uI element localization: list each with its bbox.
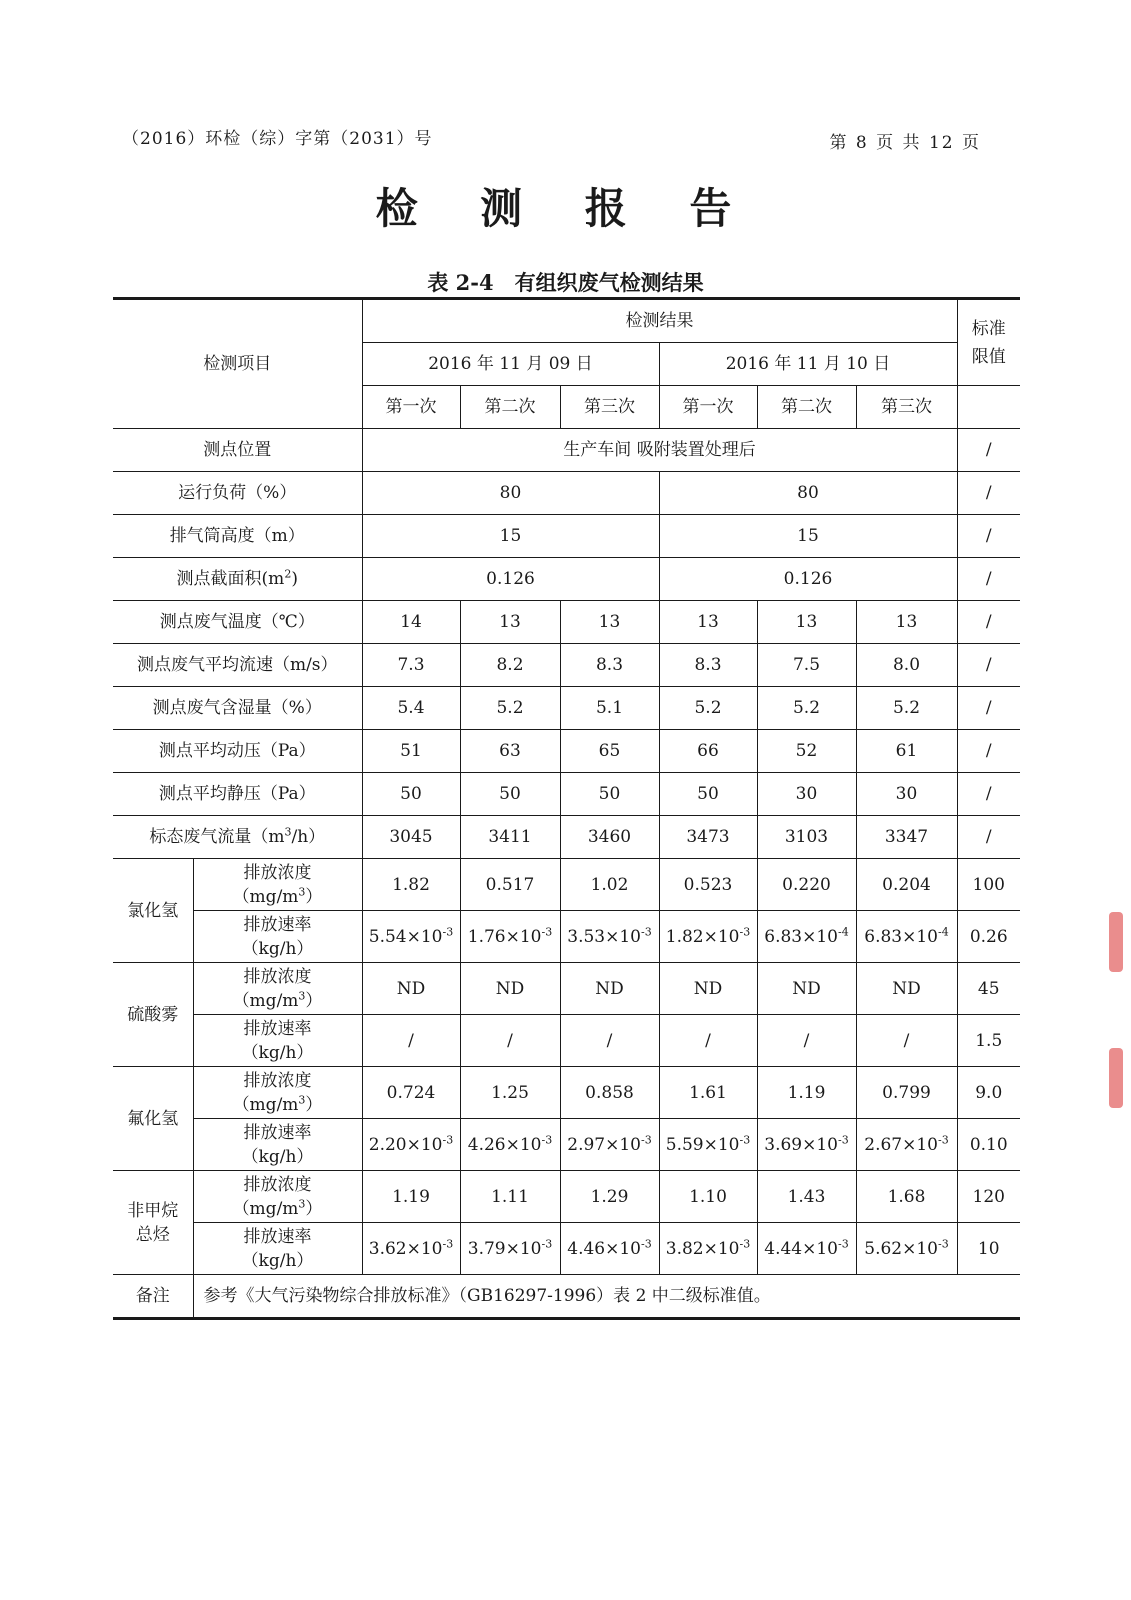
header-run: 第二次 bbox=[757, 386, 856, 429]
concentration-value: 1.19 bbox=[362, 1171, 460, 1223]
standard-value: / bbox=[957, 472, 1020, 515]
concentration-value: 1.43 bbox=[757, 1171, 856, 1223]
rate-exponent: -3 bbox=[641, 924, 652, 938]
document-title: 检 测 报 告 bbox=[375, 184, 756, 233]
cell-value: 8.0 bbox=[856, 644, 957, 687]
pollutant-name bbox=[113, 859, 193, 963]
rate-exponent: -3 bbox=[938, 1132, 949, 1146]
rate-exponent: -3 bbox=[442, 1236, 454, 1250]
seal-stamp-fragment bbox=[1109, 1048, 1123, 1108]
rate-mantissa: 5.59×10 bbox=[665, 1134, 740, 1155]
concentration-value: 0.523 bbox=[659, 859, 757, 911]
cell-value: 5.1 bbox=[560, 687, 659, 730]
concentration-label bbox=[193, 1067, 362, 1119]
rate-value bbox=[560, 1015, 659, 1067]
location-value: 生产车间 吸附装置处理后 bbox=[362, 429, 957, 472]
cell-value: 13 bbox=[856, 601, 957, 644]
cell-value: 3103 bbox=[757, 816, 856, 859]
rate-exponent: -4 bbox=[838, 924, 849, 938]
row-label: 测点废气温度（℃） bbox=[113, 601, 362, 644]
concentration-value: 1.11 bbox=[460, 1171, 560, 1223]
rate-label bbox=[193, 1223, 362, 1275]
rate-mantissa: 4.26×10 bbox=[467, 1134, 542, 1155]
rate-value bbox=[560, 1223, 659, 1275]
table-row bbox=[113, 601, 1020, 644]
rate-value bbox=[856, 1119, 957, 1171]
rate-label-line1: 排放速率 bbox=[243, 1018, 312, 1039]
conc-label-unit-end: ） bbox=[305, 1094, 323, 1115]
conc-label-unit-end: ） bbox=[305, 886, 323, 907]
concentration-value: ND bbox=[460, 963, 560, 1015]
cell-value: 30 bbox=[757, 773, 856, 816]
cell-value: 15 bbox=[659, 515, 957, 558]
standard-value: 0.10 bbox=[957, 1119, 1020, 1171]
cell-value: 80 bbox=[659, 472, 957, 515]
conc-label-line1: 排放浓度 bbox=[243, 966, 312, 987]
cell-value: 5.2 bbox=[856, 687, 957, 730]
rate-exponent: -3 bbox=[739, 1236, 751, 1250]
row-label: 测点位置 bbox=[113, 429, 362, 472]
cell-value: 61 bbox=[856, 730, 957, 773]
standard-value: / bbox=[957, 601, 1020, 644]
standard-value: / bbox=[957, 730, 1020, 773]
rate-label bbox=[193, 911, 362, 963]
cell-value: 50 bbox=[362, 773, 460, 816]
standard-value: / bbox=[957, 816, 1020, 859]
cell-value: 8.3 bbox=[560, 644, 659, 687]
rate-value bbox=[757, 1015, 856, 1067]
cell-value: 3411 bbox=[460, 816, 560, 859]
rate-value bbox=[362, 1223, 460, 1275]
note-text: 参考《大气污染物综合排放标准》（GB16297-1996）表 2 中二级标准值。 bbox=[193, 1275, 1020, 1319]
pollutant-rate-row bbox=[113, 1015, 1020, 1067]
seal-stamp-fragment bbox=[1109, 912, 1123, 972]
rate-label-unit: （kg/h） bbox=[241, 1042, 314, 1063]
table-row bbox=[113, 558, 1020, 601]
rate-mantissa: 5.62×10 bbox=[864, 1238, 938, 1259]
conc-label-unit-end: ） bbox=[305, 990, 323, 1011]
cell-value: 8.2 bbox=[460, 644, 560, 687]
header-run: 第一次 bbox=[362, 386, 460, 429]
cell-value: 8.3 bbox=[659, 644, 757, 687]
rate-value bbox=[362, 1015, 460, 1067]
rate-value bbox=[659, 1015, 757, 1067]
rate-label bbox=[193, 1119, 362, 1171]
standard-value: / bbox=[957, 429, 1020, 472]
rate-exponent: -3 bbox=[442, 924, 454, 938]
rate-mantissa: / bbox=[606, 1030, 613, 1051]
header-results: 检测结果 bbox=[362, 299, 957, 343]
pollutant-name-line1: 氯化氢 bbox=[127, 900, 179, 921]
rate-mantissa: / bbox=[803, 1030, 810, 1051]
concentration-value: 1.29 bbox=[560, 1171, 659, 1223]
concentration-value: ND bbox=[362, 963, 460, 1015]
cell-value: 50 bbox=[659, 773, 757, 816]
header-standard bbox=[957, 299, 1020, 386]
rate-mantissa: 3.79×10 bbox=[467, 1238, 542, 1259]
standard-value: 1.5 bbox=[957, 1015, 1020, 1067]
cell-value: 63 bbox=[460, 730, 560, 773]
rate-value bbox=[757, 1119, 856, 1171]
cell-value: 0.126 bbox=[362, 558, 659, 601]
rate-mantissa: 3.62×10 bbox=[368, 1238, 443, 1259]
concentration-value: 1.10 bbox=[659, 1171, 757, 1223]
cell-value: 5.4 bbox=[362, 687, 460, 730]
label-text: 测点截面积(m bbox=[176, 569, 285, 589]
cell-value: 80 bbox=[362, 472, 659, 515]
row-label: 测点平均动压（Pa） bbox=[113, 730, 362, 773]
cell-value: 13 bbox=[460, 601, 560, 644]
concentration-label bbox=[193, 1171, 362, 1223]
cell-value: 5.2 bbox=[460, 687, 560, 730]
rate-mantissa: 4.46×10 bbox=[567, 1238, 641, 1259]
rate-exponent: -3 bbox=[641, 1236, 652, 1250]
header-date-1: 2016 年 11 月 09 日 bbox=[362, 343, 659, 386]
rate-value bbox=[560, 1119, 659, 1171]
rate-mantissa: 4.44×10 bbox=[764, 1238, 838, 1259]
rate-exponent: -4 bbox=[938, 924, 949, 938]
rate-value bbox=[659, 1223, 757, 1275]
concentration-label bbox=[193, 963, 362, 1015]
rate-mantissa: 2.67×10 bbox=[864, 1134, 938, 1155]
cell-value: 3460 bbox=[560, 816, 659, 859]
cell-value: 51 bbox=[362, 730, 460, 773]
conc-label-exponent: 3 bbox=[298, 988, 306, 1002]
rate-exponent: -3 bbox=[641, 1132, 652, 1146]
standard-value: / bbox=[957, 773, 1020, 816]
cell-value: 65 bbox=[560, 730, 659, 773]
concentration-value: 0.799 bbox=[856, 1067, 957, 1119]
rate-label-unit: （kg/h） bbox=[241, 938, 314, 959]
concentration-value: 1.19 bbox=[757, 1067, 856, 1119]
pollutant-concentration-row bbox=[113, 963, 1020, 1015]
table-row bbox=[113, 816, 1020, 859]
concentration-value: 1.68 bbox=[856, 1171, 957, 1223]
standard-value: / bbox=[957, 558, 1020, 601]
rate-value bbox=[362, 911, 460, 963]
cell-value: 30 bbox=[856, 773, 957, 816]
concentration-value: 1.02 bbox=[560, 859, 659, 911]
page-indicator: 第 8 页 共 12 页 bbox=[829, 133, 981, 153]
header-standard-label: 标准限值 bbox=[971, 318, 1006, 367]
table-row bbox=[113, 472, 1020, 515]
rate-value bbox=[757, 1223, 856, 1275]
table-row bbox=[113, 515, 1020, 558]
header-item: 检测项目 bbox=[113, 299, 362, 429]
rate-value bbox=[856, 1015, 957, 1067]
cell-value: 7.5 bbox=[757, 644, 856, 687]
rate-mantissa: 1.82×10 bbox=[665, 926, 740, 947]
row-label: 测点废气含湿量（%） bbox=[113, 687, 362, 730]
conc-label-exponent: 3 bbox=[298, 1092, 306, 1106]
rate-value bbox=[856, 1223, 957, 1275]
concentration-value: 0.220 bbox=[757, 859, 856, 911]
cell-value: 13 bbox=[560, 601, 659, 644]
conc-label-line1: 排放浓度 bbox=[243, 1070, 312, 1091]
concentration-value: 0.517 bbox=[460, 859, 560, 911]
rate-mantissa: 3.69×10 bbox=[764, 1134, 838, 1155]
concentration-value: 0.724 bbox=[362, 1067, 460, 1119]
concentration-value: 1.25 bbox=[460, 1067, 560, 1119]
cell-value: 5.2 bbox=[659, 687, 757, 730]
conc-label-line1: 排放浓度 bbox=[243, 862, 312, 883]
rate-mantissa: / bbox=[507, 1030, 513, 1051]
label-exponent: 3 bbox=[284, 825, 292, 839]
row-label bbox=[113, 816, 362, 859]
pollutant-rate-row bbox=[113, 911, 1020, 963]
rate-label-line1: 排放速率 bbox=[243, 1122, 312, 1143]
row-label: 排气筒高度（m） bbox=[113, 515, 362, 558]
rate-label-unit: （kg/h） bbox=[241, 1250, 314, 1271]
rate-exponent: -3 bbox=[541, 1236, 553, 1250]
pollutant-rate-row bbox=[113, 1119, 1020, 1171]
cell-value: 3473 bbox=[659, 816, 757, 859]
cell-value: 13 bbox=[757, 601, 856, 644]
rate-mantissa: 5.54×10 bbox=[368, 926, 443, 947]
standard-value: 120 bbox=[957, 1171, 1020, 1223]
label-text: ) bbox=[291, 569, 298, 589]
concentration-value: ND bbox=[757, 963, 856, 1015]
table-row bbox=[113, 429, 1020, 472]
cell-value: 3045 bbox=[362, 816, 460, 859]
conc-label-exponent: 3 bbox=[298, 884, 306, 898]
concentration-value: ND bbox=[856, 963, 957, 1015]
rate-exponent: -3 bbox=[739, 1132, 751, 1146]
rate-value bbox=[362, 1119, 460, 1171]
header-row-1 bbox=[113, 299, 1020, 343]
rate-label-line1: 排放速率 bbox=[243, 1226, 312, 1247]
rate-exponent: -3 bbox=[838, 1236, 849, 1250]
rate-exponent: -3 bbox=[739, 924, 751, 938]
conc-label-unit-end: ） bbox=[305, 1198, 323, 1219]
standard-value: 9.0 bbox=[957, 1067, 1020, 1119]
concentration-value: ND bbox=[560, 963, 659, 1015]
rate-value bbox=[659, 911, 757, 963]
conc-label-line1: 排放浓度 bbox=[243, 1174, 312, 1195]
rate-value bbox=[757, 911, 856, 963]
rate-value bbox=[460, 1223, 560, 1275]
pollutant-concentration-row bbox=[113, 859, 1020, 911]
cell-value: 0.126 bbox=[659, 558, 957, 601]
rate-exponent: -3 bbox=[442, 1132, 454, 1146]
standard-value: 45 bbox=[957, 963, 1020, 1015]
standard-value: 10 bbox=[957, 1223, 1020, 1275]
header-standard-blank bbox=[957, 386, 1020, 429]
header-run: 第三次 bbox=[856, 386, 957, 429]
note-label: 备注 bbox=[113, 1275, 193, 1319]
rate-mantissa: 6.83×10 bbox=[764, 926, 838, 947]
pollutant-rate-row bbox=[113, 1223, 1020, 1275]
conc-label-unit: （mg/m bbox=[232, 1198, 299, 1219]
rate-mantissa: / bbox=[408, 1030, 414, 1051]
concentration-value: ND bbox=[659, 963, 757, 1015]
rate-value bbox=[460, 911, 560, 963]
table-row bbox=[113, 773, 1020, 816]
rate-mantissa: 2.20×10 bbox=[368, 1134, 443, 1155]
rate-mantissa: / bbox=[705, 1030, 711, 1051]
conc-label-unit: （mg/m bbox=[232, 886, 299, 907]
pollutant-concentration-row bbox=[113, 1067, 1020, 1119]
rate-label-unit: （kg/h） bbox=[241, 1146, 314, 1167]
pollutant-name bbox=[113, 963, 193, 1067]
emission-results-table bbox=[113, 297, 1020, 1320]
rate-value bbox=[460, 1015, 560, 1067]
standard-value: / bbox=[957, 515, 1020, 558]
pollutant-concentration-row bbox=[113, 1171, 1020, 1223]
rate-label bbox=[193, 1015, 362, 1067]
cell-value: 50 bbox=[460, 773, 560, 816]
pollutant-name-line1: 氟化氢 bbox=[127, 1108, 179, 1129]
cell-value: 7.3 bbox=[362, 644, 460, 687]
row-label: 测点平均静压（Pa） bbox=[113, 773, 362, 816]
concentration-value: 1.82 bbox=[362, 859, 460, 911]
rate-value bbox=[460, 1119, 560, 1171]
header-run: 第一次 bbox=[659, 386, 757, 429]
standard-value: / bbox=[957, 644, 1020, 687]
standard-value: 100 bbox=[957, 859, 1020, 911]
table-row bbox=[113, 644, 1020, 687]
row-label bbox=[113, 558, 362, 601]
cell-value: 50 bbox=[560, 773, 659, 816]
header-date-2: 2016 年 11 月 10 日 bbox=[659, 343, 957, 386]
rate-exponent: -3 bbox=[541, 1132, 553, 1146]
rate-exponent: -3 bbox=[838, 1132, 849, 1146]
header-run: 第三次 bbox=[560, 386, 659, 429]
conc-label-exponent: 3 bbox=[298, 1196, 306, 1210]
cell-value: 15 bbox=[362, 515, 659, 558]
cell-value: 66 bbox=[659, 730, 757, 773]
row-label: 运行负荷（%） bbox=[113, 472, 362, 515]
rate-value bbox=[659, 1119, 757, 1171]
rate-mantissa: 1.76×10 bbox=[467, 926, 542, 947]
conc-label-unit: （mg/m bbox=[232, 990, 299, 1011]
rate-mantissa: 3.53×10 bbox=[567, 926, 641, 947]
rate-mantissa: 3.82×10 bbox=[665, 1238, 740, 1259]
pollutant-name bbox=[113, 1171, 193, 1275]
cell-value: 3347 bbox=[856, 816, 957, 859]
cell-value: 13 bbox=[659, 601, 757, 644]
pollutant-name-line1: 非甲烷 bbox=[127, 1200, 179, 1221]
table-caption: 表 2-4 有组织废气检测结果 bbox=[427, 270, 704, 295]
pollutant-name bbox=[113, 1067, 193, 1171]
table-row bbox=[113, 687, 1020, 730]
rate-value bbox=[856, 911, 957, 963]
label-text: /h） bbox=[291, 827, 326, 847]
cell-value: 52 bbox=[757, 730, 856, 773]
pollutant-name-line2: 总烃 bbox=[135, 1224, 170, 1245]
rate-mantissa: 2.97×10 bbox=[567, 1134, 641, 1155]
rate-exponent: -3 bbox=[938, 1236, 949, 1250]
standard-value: 0.26 bbox=[957, 911, 1020, 963]
label-text: 标态废气流量（m bbox=[149, 827, 285, 847]
rate-mantissa: 6.83×10 bbox=[864, 926, 938, 947]
rate-value bbox=[560, 911, 659, 963]
rate-label-line1: 排放速率 bbox=[243, 914, 312, 935]
conc-label-unit: （mg/m bbox=[232, 1094, 299, 1115]
standard-value: / bbox=[957, 687, 1020, 730]
row-label: 测点废气平均流速（m/s） bbox=[113, 644, 362, 687]
concentration-value: 1.61 bbox=[659, 1067, 757, 1119]
header-run: 第二次 bbox=[460, 386, 560, 429]
cell-value: 14 bbox=[362, 601, 460, 644]
note-row bbox=[113, 1275, 1020, 1319]
label-exponent: 2 bbox=[284, 567, 292, 581]
concentration-label bbox=[193, 859, 362, 911]
table-row bbox=[113, 730, 1020, 773]
concentration-value: 0.858 bbox=[560, 1067, 659, 1119]
pollutant-name-line1: 硫酸雾 bbox=[127, 1004, 179, 1025]
cell-value: 5.2 bbox=[757, 687, 856, 730]
concentration-value: 0.204 bbox=[856, 859, 957, 911]
report-number: （2016）环检（综）字第（2031）号 bbox=[122, 129, 433, 149]
rate-mantissa: / bbox=[903, 1030, 910, 1051]
rate-exponent: -3 bbox=[541, 924, 553, 938]
